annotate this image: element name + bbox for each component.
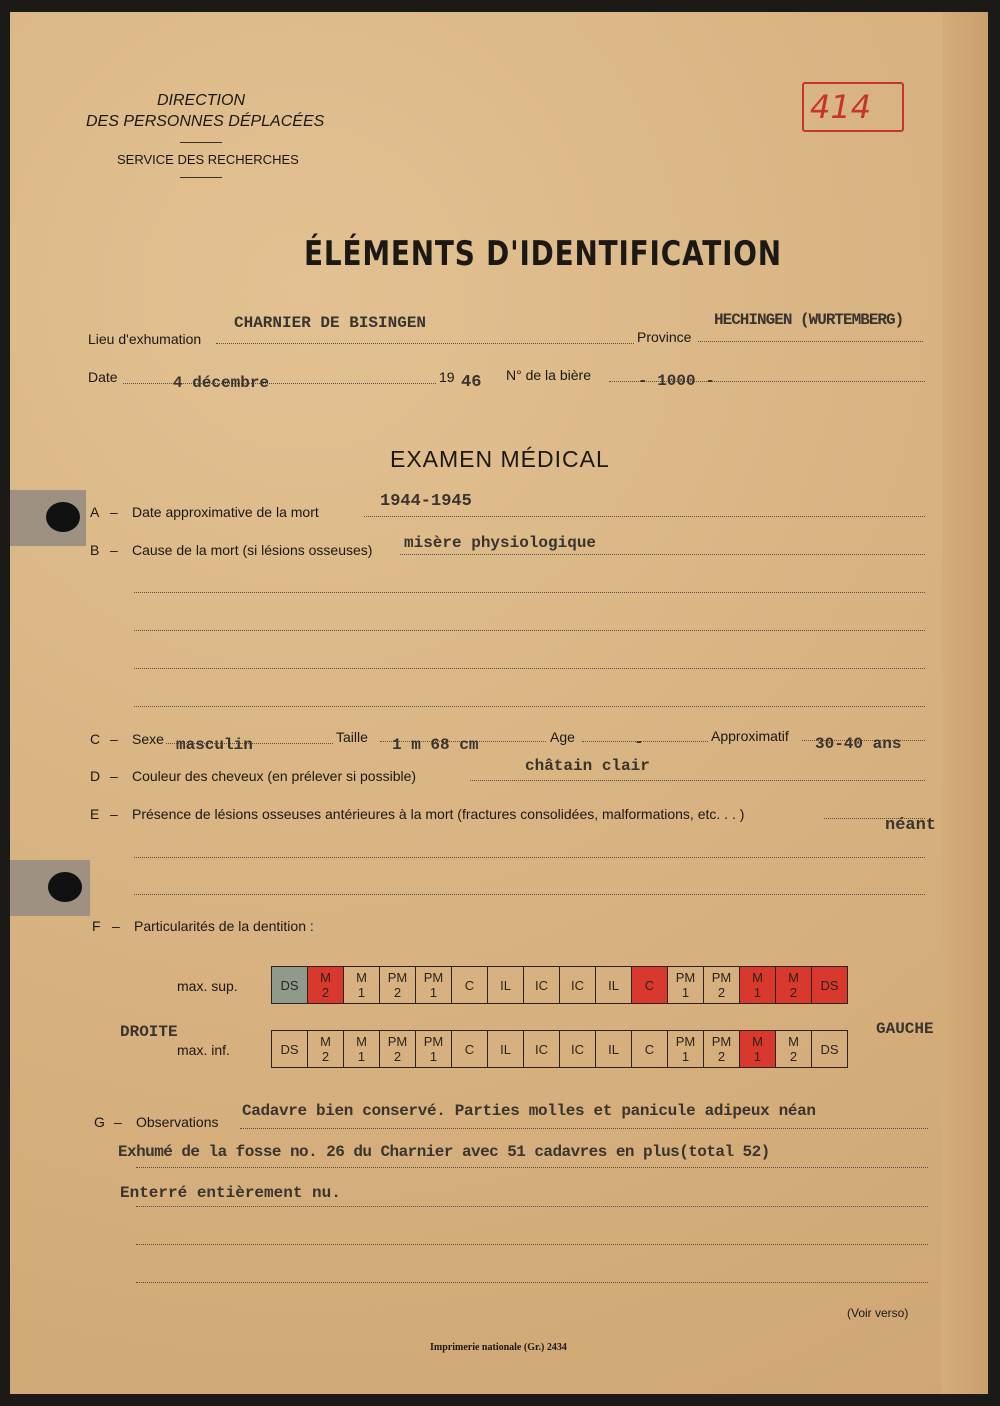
tooth-label: M [752, 1034, 763, 1049]
tooth-label: IL [500, 1041, 511, 1057]
tooth-number: 1 [357, 1049, 366, 1064]
file-number: 414 [810, 88, 872, 126]
upper-tooth-11 [632, 967, 668, 1004]
lower-tooth-11 [632, 1031, 668, 1068]
tooth-label: C [464, 977, 475, 993]
section-a-value: 1944-1945 [380, 492, 472, 511]
tooth-label: IC [571, 977, 584, 993]
section-f-letter: F [92, 918, 101, 934]
tooth-label: IC [535, 1041, 548, 1057]
upper-tooth-16 [812, 967, 848, 1004]
lower-tooth-14 [740, 1031, 776, 1068]
tooth-label: PM [423, 970, 444, 985]
age-label: Age [550, 729, 575, 745]
tooth-number: 2 [717, 1049, 726, 1064]
observation-line-3: Enterré entièrement nu. [120, 1184, 341, 1202]
observation-line-1: Cadavre bien conservé. Parties molles et panicule adipeux néan [242, 1102, 816, 1120]
upper-tooth-14 [740, 967, 776, 1004]
upper-tooth-13 [704, 967, 740, 1004]
tooth-number: 1 [429, 985, 438, 1000]
tooth-label: IL [608, 977, 619, 993]
taille-value: 1 m 68 cm [392, 736, 479, 754]
printer-imprint: Imprimerie nationale (Gr.) 2434 [430, 1342, 567, 1353]
punch-hole-bottom [48, 872, 82, 902]
province-value: HECHINGEN (WURTEMBERG) [714, 311, 904, 329]
lower-tooth-3 [344, 1031, 380, 1068]
tooth-label: C [464, 1041, 475, 1057]
section-a-letter: A [90, 504, 100, 520]
section-f-label: Particularités de la dentition : [134, 918, 314, 934]
section-b-value: misère physiologique [404, 534, 597, 552]
tooth-number: 2 [321, 1049, 330, 1064]
biere-label: N° de la bière [506, 367, 591, 383]
upper-tooth-10 [596, 967, 632, 1004]
section-b-label: Cause de la mort (si lésions osseuses) [132, 542, 373, 558]
section-e-value: néant [885, 816, 937, 835]
sexe-value: masculin [176, 736, 253, 754]
section-b-letter: B [90, 542, 100, 558]
document-title: ÉLÉMENTS D'IDENTIFICATION [304, 234, 782, 274]
form-sheet: DIRECTION DES PERSONNES DÉPLACÉES SERVICE DES RECHERCHES 414 ÉLÉMENTS D'IDENTIFICATION Lieu d'exhumation CHARNIER DE BISINGEN Province HECHINGEN (WURTEMBERG) Date 4 décembre 19 46 N° de la bière - 1000 - EXAMEN MÉDICAL A – Date approximative de la mort 1944-1945 B – Cause de la mort (si lésions osseuses) misère physiologique C – Sexe masculin Taille 1 m 68 cm Age - Approximatif 30-40 ans D – Couleur des cheveux (en prélever si possible) châtain clair E – Présence de lésions osseuses antérieures à la mort (fractures consolidées, malformations, etc. . . ) néant F – Particularités de la dentition : max. sup. DS M 2 M 1 PM 2 PM 1 C IL IC IC IL C PM 1 PM 2 M 1 M 2 DS DROITE GAUCHE max. inf. DS M 2 M 1 PM 2 PM 1 C IL IC IC IL C PM 1 PM 2 M 1 M 2 DS G – Observations Cadavre bien conservé. Parties molles et panicule adipeux néan Exhumé de la fosse no. 26 du Charnier avec 51 cadavres en plus(total 52) Enterré entièrement nu. (Voir verso) Imprimerie nationale (Gr.) 2434 [10, 12, 988, 1394]
lower-tooth-2 [308, 1031, 344, 1068]
tooth-label: M [320, 1034, 331, 1049]
tooth-label: DS [820, 977, 839, 993]
tooth-number: 2 [393, 985, 402, 1000]
tooth-label: M [788, 1034, 799, 1049]
lower-tooth-13 [704, 1031, 740, 1068]
date-value: 4 décembre [173, 374, 270, 392]
tooth-label: PM [423, 1034, 444, 1049]
date-label: Date [88, 369, 118, 385]
lower-tooth-9 [560, 1031, 596, 1068]
tooth-label: PM [387, 970, 408, 985]
tooth-number: 1 [681, 1049, 690, 1064]
upper-tooth-7 [488, 967, 524, 1004]
upper-tooth-4 [380, 967, 416, 1004]
section-d-label: Couleur des cheveux (en prélever si possible) [132, 768, 417, 784]
max-inf-label: max. inf. [177, 1042, 230, 1058]
lieu-label: Lieu d'exhumation [88, 331, 202, 347]
tooth-number: 2 [717, 985, 726, 1000]
tooth-number: 2 [789, 1049, 798, 1064]
tooth-label: M [320, 970, 331, 985]
file-number-stamp [802, 82, 904, 132]
sexe-label: Sexe [132, 731, 164, 747]
province-label: Province [637, 329, 692, 345]
biere-value: - 1000 - [638, 372, 715, 390]
upper-tooth-3 [344, 967, 380, 1004]
tooth-number: 2 [321, 985, 330, 1000]
tooth-number: 2 [789, 985, 798, 1000]
taille-label: Taille [336, 729, 368, 745]
tooth-label: IC [571, 1041, 584, 1057]
tooth-label: DS [280, 977, 299, 993]
tooth-label: M [788, 970, 799, 985]
tooth-label: C [644, 977, 655, 993]
lower-tooth-16 [812, 1031, 848, 1068]
tooth-label: PM [675, 970, 696, 985]
lieu-value: CHARNIER DE BISINGEN [234, 314, 427, 332]
upper-tooth-8 [524, 967, 560, 1004]
section-a-label: Date approximative de la mort [132, 504, 319, 520]
lower-tooth-4 [380, 1031, 416, 1068]
tooth-label: PM [387, 1034, 408, 1049]
tooth-number: 1 [753, 985, 762, 1000]
lower-tooth-15 [776, 1031, 812, 1068]
tooth-label: M [356, 1034, 367, 1049]
header-direction: DIRECTION [157, 92, 245, 109]
tooth-label: DS [280, 1041, 299, 1057]
max-sup-label: max. sup. [177, 978, 238, 994]
gauche-label: GAUCHE [876, 1020, 934, 1038]
header-rule-2 [180, 177, 222, 178]
tooth-label: DS [820, 1041, 839, 1057]
header-service: SERVICE DES RECHERCHES [117, 152, 299, 167]
tooth-number: 1 [357, 985, 366, 1000]
tooth-number: 1 [429, 1049, 438, 1064]
tooth-label: C [644, 1041, 655, 1057]
section-g-label: Observations [136, 1114, 219, 1130]
upper-tooth-9 [560, 967, 596, 1004]
lower-teeth-chart [271, 1030, 848, 1068]
upper-tooth-15 [776, 967, 812, 1004]
header-rule-1 [180, 142, 222, 143]
tooth-label: IC [535, 977, 548, 993]
tooth-number: 2 [393, 1049, 402, 1064]
upper-tooth-5 [416, 967, 452, 1004]
year-prefix: 19 [439, 369, 455, 385]
exam-title: EXAMEN MÉDICAL [390, 446, 610, 472]
tooth-label: PM [675, 1034, 696, 1049]
paper-edge [942, 12, 988, 1394]
section-c-letter: C [90, 731, 101, 747]
tooth-label: M [752, 970, 763, 985]
upper-tooth-1 [272, 967, 308, 1004]
tooth-label: IL [500, 977, 511, 993]
punch-hole-top [46, 502, 80, 532]
section-e-letter: E [90, 806, 100, 822]
upper-tooth-6 [452, 967, 488, 1004]
lower-tooth-6 [452, 1031, 488, 1068]
observation-line-2: Exhumé de la fosse no. 26 du Charnier avec 51 cadavres en plus(total 52) [118, 1143, 770, 1161]
tooth-label: PM [711, 1034, 732, 1049]
tooth-number: 1 [681, 985, 690, 1000]
lower-tooth-12 [668, 1031, 704, 1068]
tooth-label: M [356, 970, 367, 985]
header-personnes: DES PERSONNES DÉPLACÉES [86, 113, 325, 130]
age-value: - [634, 733, 644, 751]
voir-verso: (Voir verso) [847, 1306, 909, 1320]
upper-tooth-2 [308, 967, 344, 1004]
tooth-label: IL [608, 1041, 619, 1057]
tooth-label: PM [711, 970, 732, 985]
lower-tooth-7 [488, 1031, 524, 1068]
year-value: 46 [461, 373, 482, 392]
approx-label: Approximatif [711, 728, 789, 744]
lower-tooth-5 [416, 1031, 452, 1068]
droite-label: DROITE [120, 1023, 178, 1041]
section-e-label: Présence de lésions osseuses antérieures à la mort (fractures consolidées, malformations, etc. . . ) [132, 806, 745, 822]
section-d-value: châtain clair [525, 757, 650, 775]
lower-tooth-8 [524, 1031, 560, 1068]
section-d-letter: D [90, 768, 101, 784]
approx-value: 30-40 ans [815, 735, 902, 753]
lower-tooth-1 [272, 1031, 308, 1068]
upper-tooth-12 [668, 967, 704, 1004]
tooth-number: 1 [753, 1049, 762, 1064]
upper-teeth-chart [271, 966, 848, 1004]
section-g-letter: G [94, 1114, 105, 1130]
lower-tooth-10 [596, 1031, 632, 1068]
